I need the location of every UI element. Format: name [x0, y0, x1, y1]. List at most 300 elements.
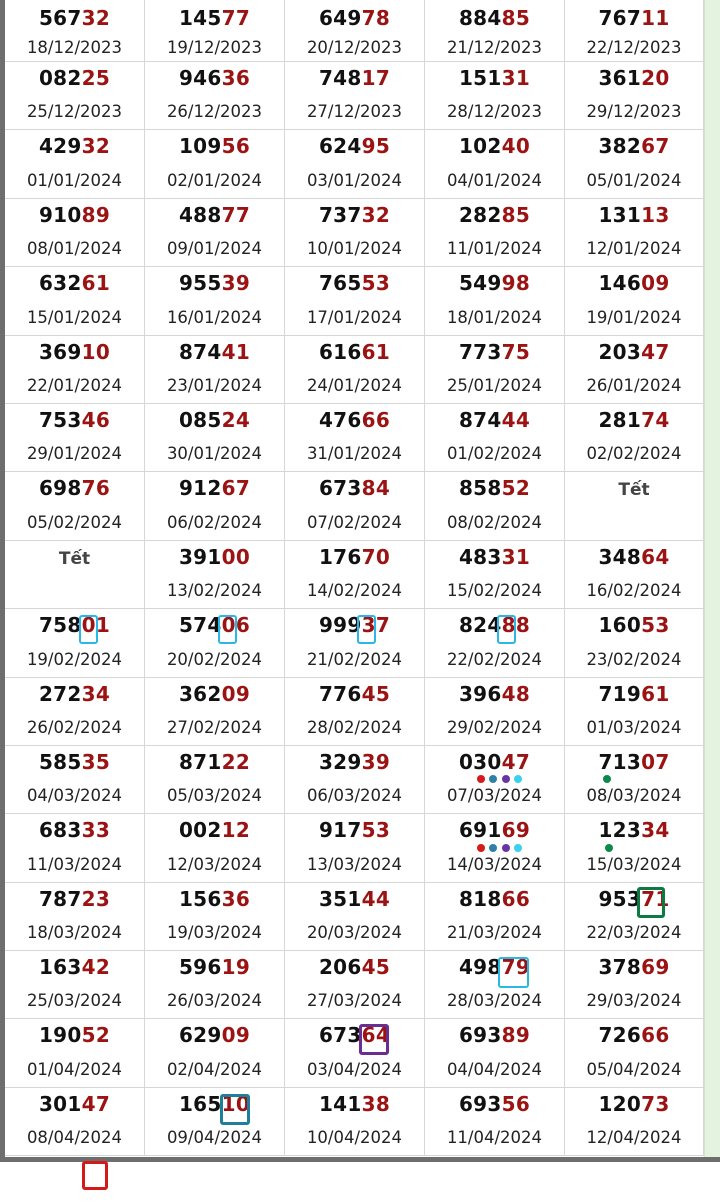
number-last-digits: 88 [501, 613, 531, 638]
number-last-digits: 95 [361, 134, 391, 159]
result-date: 22/03/2024 [586, 923, 682, 943]
number-head: 378 [598, 955, 642, 980]
number-head: 483 [458, 544, 502, 569]
result-number [285, 340, 424, 364]
result-date: 15/01/2024 [26, 307, 123, 327]
result-date: 20/02/2024 [166, 649, 263, 669]
number-head: 476 [318, 407, 362, 432]
number-head: 765 [318, 271, 362, 296]
result-date: 19/03/2024 [166, 923, 263, 943]
result-cell [565, 951, 704, 1019]
number-last-digits: 89 [501, 1023, 531, 1048]
result-cell [285, 130, 425, 198]
result-date: 01/01/2024 [26, 170, 123, 190]
number-head: 698 [38, 476, 82, 501]
number-last-digits: 73 [641, 1091, 670, 1116]
result-date: 27/03/2024 [306, 991, 403, 1011]
result-cell [285, 609, 425, 677]
result-number [425, 6, 564, 30]
number-last-digits: 17 [361, 66, 391, 90]
result-date: 25/01/2024 [446, 375, 543, 395]
result-date: 05/01/2024 [586, 170, 682, 190]
number-head: 151 [458, 66, 502, 90]
result-date: 05/03/2024 [166, 786, 263, 806]
number-last-digits: 67 [221, 476, 251, 501]
number-last-digits: 53 [361, 818, 391, 843]
number-last-digits: 47 [501, 749, 531, 774]
number-last-digits: 66 [641, 1023, 670, 1048]
number-last-digits: 79 [501, 955, 531, 980]
result-date: 15/03/2024 [586, 854, 682, 874]
number-head: 549 [458, 271, 502, 296]
number-head: 693 [458, 1091, 502, 1116]
result-cell [5, 199, 145, 267]
number-last-digits: 34 [81, 681, 111, 706]
result-number [5, 955, 144, 979]
number-head: 567 [38, 6, 82, 30]
result-number [565, 682, 703, 706]
number-last-digits: 75 [501, 339, 531, 364]
number-head: 382 [598, 134, 642, 159]
result-date: 11/03/2024 [26, 854, 123, 874]
number-head: 165 [178, 1091, 222, 1116]
number-head: 787 [38, 886, 82, 911]
result-cell [565, 130, 704, 198]
result-number [565, 408, 703, 432]
result-number [5, 271, 144, 295]
number-last-digits: 64 [361, 1023, 391, 1048]
result-date: 13/02/2024 [166, 581, 263, 601]
result-number [425, 271, 564, 295]
highlight-box [220, 1091, 251, 1125]
number-head: 030 [458, 749, 502, 774]
number-last-digits: 61 [361, 339, 391, 364]
result-number [565, 271, 703, 295]
result-date: 29/12/2023 [586, 102, 682, 122]
number-last-digits: 34 [641, 818, 670, 843]
number-head: 190 [38, 1023, 82, 1048]
result-number [285, 682, 424, 706]
result-cell [145, 951, 285, 1019]
result-number [5, 203, 144, 227]
result-number [565, 818, 703, 842]
number-head: 301 [38, 1091, 82, 1116]
result-date: 10/01/2024 [306, 239, 403, 259]
number-head: 362 [178, 681, 222, 706]
result-number [5, 613, 144, 637]
number-head: 203 [598, 339, 642, 364]
result-date: 28/02/2024 [306, 717, 403, 737]
number-last-digits: 07 [641, 749, 670, 774]
number-head: 176 [318, 544, 362, 569]
result-cell [425, 1019, 565, 1087]
number-head: 884 [458, 6, 502, 30]
number-last-digits: 70 [361, 544, 391, 569]
result-cell [145, 678, 285, 746]
result-cell [565, 678, 704, 746]
number-head: 629 [178, 1023, 222, 1048]
number-head: 726 [598, 1023, 642, 1048]
result-date: 05/02/2024 [26, 512, 123, 532]
number-last-digits: 06 [221, 613, 251, 638]
number-head: 281 [598, 407, 642, 432]
result-cell [145, 130, 285, 198]
result-cell [5, 130, 145, 198]
result-number [565, 6, 703, 30]
number-last-digits: 36 [221, 886, 251, 911]
number-head: 737 [318, 202, 362, 227]
result-cell [145, 1019, 285, 1087]
result-cell [5, 472, 145, 540]
number-last-digits: 24 [221, 407, 251, 432]
number-head: 719 [598, 681, 642, 706]
result-number [285, 66, 424, 90]
result-cell [5, 0, 145, 62]
result-date: 24/01/2024 [306, 375, 403, 395]
number-head: 624 [318, 134, 362, 159]
number-last-digits: 33 [81, 818, 111, 843]
result-date: 11/04/2024 [446, 1128, 543, 1148]
result-number [145, 1023, 284, 1047]
result-number [565, 955, 703, 979]
result-number [285, 545, 424, 569]
number-head: 596 [178, 955, 222, 980]
result-cell [565, 267, 704, 335]
number-last-digits: 45 [361, 681, 391, 706]
result-number [145, 203, 284, 227]
result-date: 19/02/2024 [26, 649, 123, 669]
result-date: 15/02/2024 [446, 581, 543, 601]
result-cell [565, 199, 704, 267]
number-last-digits: 85 [501, 202, 531, 227]
result-cell [285, 199, 425, 267]
result-cell [425, 678, 565, 746]
result-cell [425, 0, 565, 62]
side-strip [704, 0, 720, 1157]
number-head: 160 [598, 613, 642, 638]
result-date: 13/03/2024 [306, 854, 403, 874]
result-date: 07/03/2024 [446, 786, 543, 806]
number-head: 082 [38, 66, 82, 90]
number-head: 953 [598, 886, 642, 911]
result-date: 12/04/2024 [586, 1128, 682, 1148]
result-date: 02/01/2024 [166, 170, 263, 190]
result-cell [565, 1019, 704, 1087]
result-date: 29/02/2024 [446, 717, 543, 737]
number-head: 683 [38, 818, 82, 843]
result-number [425, 66, 564, 90]
number-last-digits: 40 [501, 134, 531, 159]
result-date: 21/02/2024 [306, 649, 403, 669]
result-date: 04/04/2024 [446, 1059, 543, 1079]
result-date: 20/03/2024 [306, 923, 403, 943]
highlight-box [497, 615, 516, 644]
result-cell [5, 541, 145, 609]
number-head: 272 [38, 681, 82, 706]
highlight-box [218, 615, 237, 644]
result-date: 28/12/2023 [446, 102, 543, 122]
result-number [5, 887, 144, 911]
result-cell [145, 336, 285, 404]
result-cell [5, 404, 145, 472]
number-head: 693 [458, 1023, 502, 1048]
result-cell [425, 336, 565, 404]
marker-dot [489, 844, 497, 852]
number-head: 348 [598, 544, 642, 569]
number-head: 874 [458, 407, 502, 432]
result-date: 01/03/2024 [586, 717, 682, 737]
holiday-label: Tết [58, 548, 91, 569]
number-head: 818 [458, 886, 502, 911]
result-number [425, 682, 564, 706]
result-cell [425, 404, 565, 472]
number-last-digits: 67 [641, 134, 670, 159]
result-date: 25/03/2024 [26, 991, 123, 1011]
number-last-digits: 19 [221, 955, 251, 980]
result-date: 22/12/2023 [586, 38, 682, 57]
number-head: 616 [318, 339, 362, 364]
result-cell [425, 199, 565, 267]
result-cell [425, 609, 565, 677]
result-cell [145, 1088, 285, 1156]
result-date: 08/01/2024 [26, 239, 123, 259]
result-number [425, 1023, 564, 1047]
result-number [145, 682, 284, 706]
result-number [425, 750, 564, 774]
result-date: 18/12/2023 [26, 38, 123, 57]
result-cell [425, 267, 565, 335]
result-number [425, 955, 564, 979]
number-last-digits: 31 [501, 544, 531, 569]
number-head: 131 [598, 202, 642, 227]
number-head: 206 [318, 955, 362, 980]
result-cell [565, 609, 704, 677]
result-date: 04/03/2024 [26, 786, 123, 806]
number-head: 369 [38, 339, 82, 364]
result-cell [5, 609, 145, 677]
result-cell [285, 62, 425, 130]
result-number [285, 1023, 424, 1047]
number-last-digits: 35 [81, 749, 111, 774]
marker-dot [502, 844, 510, 852]
number-last-digits: 41 [221, 339, 251, 364]
number-head: 585 [38, 749, 82, 774]
result-number [145, 408, 284, 432]
number-head: 910 [38, 202, 82, 227]
number-last-digits: 69 [501, 818, 531, 843]
number-head: 767 [598, 6, 642, 30]
result-cell [5, 746, 145, 814]
number-head: 673 [318, 1023, 362, 1048]
result-number [565, 1092, 703, 1116]
number-last-digits: 20 [641, 66, 670, 90]
number-last-digits: 38 [361, 1091, 391, 1116]
number-last-digits: 47 [641, 339, 670, 364]
number-head: 773 [458, 339, 502, 364]
result-number [285, 818, 424, 842]
result-number [145, 66, 284, 90]
result-cell [285, 336, 425, 404]
result-number [425, 408, 564, 432]
result-cell [565, 541, 704, 609]
number-head: 874 [178, 339, 222, 364]
result-cell [145, 0, 285, 62]
result-number [565, 340, 703, 364]
number-head: 141 [318, 1091, 362, 1116]
result-number [145, 955, 284, 979]
marker-dot [603, 775, 611, 783]
number-last-digits: 53 [361, 271, 391, 296]
result-cell [145, 814, 285, 882]
result-cell [145, 746, 285, 814]
number-last-digits: 23 [81, 886, 111, 911]
result-number [145, 887, 284, 911]
result-cell [565, 746, 704, 814]
result-date: 22/02/2024 [446, 649, 543, 669]
result-date: 08/03/2024 [586, 786, 682, 806]
result-cell [285, 541, 425, 609]
number-last-digits: 89 [81, 202, 111, 227]
result-date: 27/12/2023 [306, 102, 403, 122]
result-number [425, 203, 564, 227]
result-cell [5, 62, 145, 130]
number-last-digits: 01 [81, 613, 111, 638]
result-date: 19/01/2024 [586, 307, 682, 327]
result-date: 29/01/2024 [26, 444, 123, 464]
number-head: 574 [178, 613, 222, 638]
result-cell [145, 62, 285, 130]
number-last-digits: 61 [81, 271, 111, 296]
result-date: 19/12/2023 [166, 38, 263, 57]
result-number [5, 1023, 144, 1047]
highlight-box [359, 1024, 389, 1055]
result-number [425, 476, 564, 500]
result-date: 09/04/2024 [166, 1128, 263, 1148]
result-cell [565, 62, 704, 130]
result-date: 16/01/2024 [166, 307, 263, 327]
number-last-digits: 32 [81, 134, 111, 159]
number-head: 102 [458, 134, 502, 159]
number-last-digits: 66 [361, 407, 391, 432]
result-number [565, 1023, 703, 1047]
result-date: 31/01/2024 [306, 444, 403, 464]
result-number [5, 682, 144, 706]
number-last-digits: 09 [641, 271, 670, 296]
result-cell [285, 404, 425, 472]
result-number [285, 613, 424, 637]
result-number [5, 750, 144, 774]
result-date: 11/01/2024 [446, 239, 543, 259]
result-cell [565, 0, 704, 62]
highlight-box [79, 615, 98, 644]
number-head: 361 [598, 66, 642, 90]
number-head: 282 [458, 202, 502, 227]
marker-dot [605, 844, 613, 852]
result-date: 23/01/2024 [166, 375, 263, 395]
number-last-digits: 09 [221, 681, 251, 706]
number-last-digits: 53 [641, 613, 670, 638]
result-number [565, 613, 703, 637]
result-number [5, 66, 144, 90]
result-date: 26/12/2023 [166, 102, 263, 122]
result-number [145, 476, 284, 500]
number-head: 329 [318, 749, 362, 774]
result-cell [285, 267, 425, 335]
result-number [565, 887, 703, 911]
result-number [5, 408, 144, 432]
number-head: 498 [458, 955, 502, 980]
result-cell [565, 1088, 704, 1156]
number-head: 145 [178, 6, 222, 30]
number-head: 912 [178, 476, 222, 501]
result-date: 12/03/2024 [166, 854, 263, 874]
result-date: 06/03/2024 [306, 786, 403, 806]
result-date: 18/01/2024 [446, 307, 543, 327]
result-date: 20/12/2023 [306, 38, 403, 57]
result-date: 26/02/2024 [26, 717, 123, 737]
result-cell [145, 472, 285, 540]
result-date: 01/02/2024 [446, 444, 543, 464]
highlight-box [357, 615, 376, 644]
number-head: 391 [178, 544, 222, 569]
result-date: 22/01/2024 [26, 375, 123, 395]
number-head: 753 [38, 407, 82, 432]
result-date: 01/04/2024 [26, 1059, 123, 1079]
result-date: 26/03/2024 [166, 991, 263, 1011]
number-last-digits: 48 [501, 681, 531, 706]
number-last-digits: 00 [221, 544, 251, 569]
number-head: 691 [458, 818, 502, 843]
result-cell [565, 472, 704, 540]
result-number [425, 887, 564, 911]
marker-dot [514, 844, 522, 852]
result-number [285, 476, 424, 500]
number-last-digits: 71 [641, 886, 670, 911]
result-cell [5, 336, 145, 404]
result-cell [565, 814, 704, 882]
result-date: 08/04/2024 [26, 1128, 123, 1148]
result-number [565, 134, 703, 158]
result-date: 30/01/2024 [166, 444, 263, 464]
number-head: 146 [598, 271, 642, 296]
number-head: 917 [318, 818, 362, 843]
result-cell [285, 814, 425, 882]
number-head: 758 [38, 613, 82, 638]
number-last-digits: 25 [81, 66, 111, 90]
result-date: 21/12/2023 [446, 38, 543, 57]
result-number [5, 340, 144, 364]
result-number [285, 1092, 424, 1116]
number-last-digits: 12 [221, 818, 251, 843]
number-last-digits: 44 [501, 407, 531, 432]
holiday-label: Tết [618, 480, 650, 501]
result-cell [425, 130, 565, 198]
number-head: 396 [458, 681, 502, 706]
number-last-digits: 37 [361, 613, 391, 638]
result-number [145, 750, 284, 774]
result-cell [565, 336, 704, 404]
result-number [145, 545, 284, 569]
result-number [5, 476, 144, 500]
result-number [425, 818, 564, 842]
result-number [145, 134, 284, 158]
number-last-digits: 52 [81, 1023, 111, 1048]
result-date: 21/03/2024 [446, 923, 543, 943]
result-number [285, 408, 424, 432]
number-head: 649 [318, 6, 362, 30]
marker-dot [502, 775, 510, 783]
result-number [285, 203, 424, 227]
